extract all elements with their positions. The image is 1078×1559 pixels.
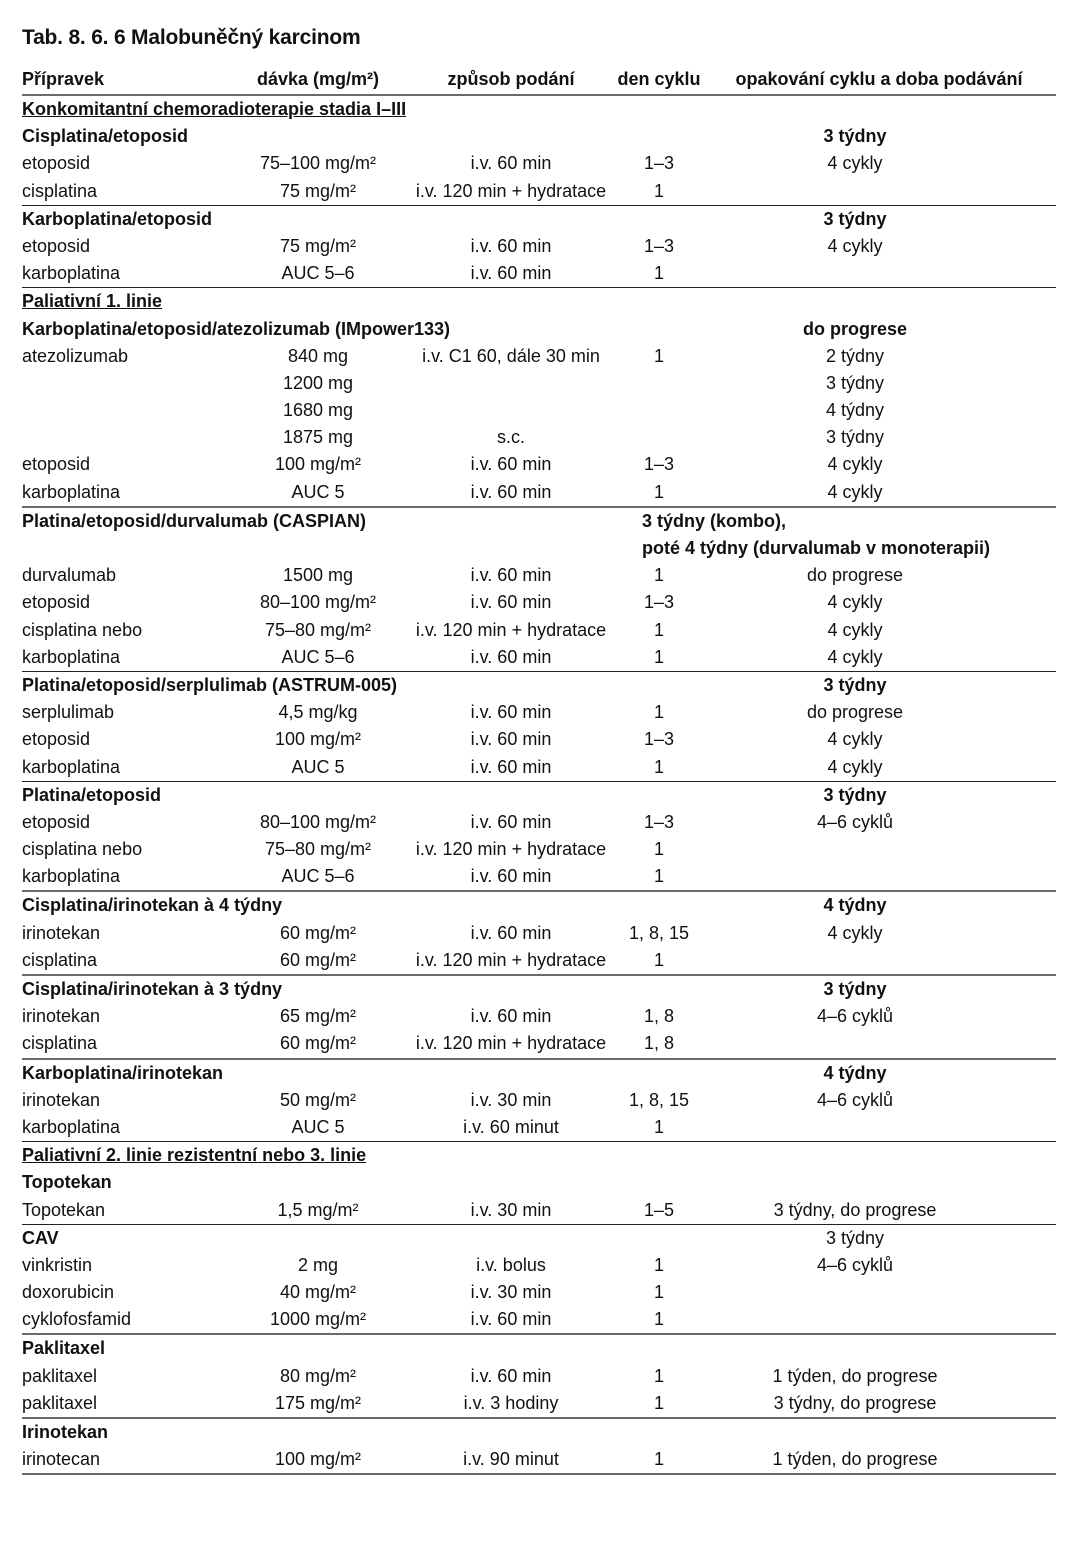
regimen-header-row <box>22 1169 1056 1196</box>
route: i.v. 60 min <box>470 153 552 174</box>
regimen-header-row <box>22 506 1056 535</box>
dose: 1000 mg/m² <box>269 1309 367 1330</box>
table-row <box>22 617 1056 644</box>
drug-name: etoposid <box>22 235 91 256</box>
drug-name: paklitaxel <box>22 1365 98 1386</box>
regimen-name: Platina/etoposid/serplulimab (ASTRUM-005) <box>22 674 398 695</box>
table-row <box>22 809 1056 836</box>
dose: 60 mg/m² <box>279 1033 357 1054</box>
cycle-day: 1–3 <box>643 454 675 475</box>
table-row <box>22 920 1056 947</box>
regimen-repeat: do progrese <box>802 318 908 339</box>
drug-name: cisplatina <box>22 949 98 970</box>
repeat: 4 cykly <box>827 729 883 750</box>
cycle-day: 1 <box>653 702 664 723</box>
dose: 840 mg <box>287 345 349 366</box>
table-row <box>22 178 1056 205</box>
route: i.v. 120 min + hydratace <box>415 949 607 970</box>
repeat: 4 týdny <box>825 400 885 421</box>
section-header-row <box>22 1141 1056 1169</box>
cycle-day: 1 <box>653 565 664 586</box>
cycle-day: 1 <box>653 263 664 284</box>
route: s.c. <box>496 427 525 448</box>
drug-name: irinotecan <box>22 1449 101 1470</box>
regimen-header-row <box>22 974 1056 1003</box>
route: i.v. 120 min + hydratace <box>415 1033 607 1054</box>
table-row <box>22 562 1056 589</box>
repeat: 4 cykly <box>827 481 883 502</box>
drug-name: cisplatina nebo <box>22 619 143 640</box>
cycle-day: 1 <box>653 646 664 667</box>
cycle-day: 1 <box>653 756 664 777</box>
cycle-day: 1 <box>653 1309 664 1330</box>
dose: 80–100 mg/m² <box>259 592 377 613</box>
dose: 60 mg/m² <box>279 949 357 970</box>
table-row <box>22 260 1056 287</box>
table-row <box>22 451 1056 478</box>
table-body <box>22 96 1056 1473</box>
column-header-repeat: opakování cyklu a doba podávání <box>735 69 1023 89</box>
cycle-day: 1 <box>653 345 664 366</box>
route: i.v. 60 min <box>470 1365 552 1386</box>
route: i.v. 60 min <box>470 454 552 475</box>
drug-name: durvalumab <box>22 565 117 586</box>
drug-name: karboplatina <box>22 481 121 502</box>
table-title: Tab. 8. 6. 6 Malobuněčný karcinom <box>22 26 361 49</box>
dose: AUC 5 <box>291 756 345 777</box>
cycle-day: 1, 8, 15 <box>628 922 690 943</box>
dose: 75–100 mg/m² <box>259 153 377 174</box>
table-row <box>22 863 1056 890</box>
route: i.v. 120 min + hydratace <box>415 180 607 201</box>
dose: 75–80 mg/m² <box>264 839 372 860</box>
repeat: 2 týdny <box>825 345 885 366</box>
table-row <box>22 644 1056 671</box>
table-row <box>22 947 1056 974</box>
route: i.v. 60 min <box>470 866 552 887</box>
table-row <box>22 1003 1056 1030</box>
cycle-day: 1 <box>653 949 664 970</box>
repeat: 4–6 cyklů <box>816 811 894 832</box>
regimen-header-row <box>22 1058 1056 1087</box>
table-row <box>22 1252 1056 1279</box>
dose: AUC 5–6 <box>281 866 355 887</box>
dose: 1,5 mg/m² <box>277 1199 359 1220</box>
repeat: 4 cykly <box>827 592 883 613</box>
drug-name: paklitaxel <box>22 1392 98 1413</box>
dose: AUC 5 <box>291 1116 345 1137</box>
regimen-repeat: 3 týdny <box>823 674 887 695</box>
regimen-repeat: 4 týdny <box>823 895 887 916</box>
table-row <box>22 479 1056 506</box>
regimen-header-row <box>22 781 1056 809</box>
regimen-name: Cisplatina/etoposid <box>22 126 189 147</box>
section-title: Konkomitantní chemoradioterapie stadia I–III <box>22 99 407 119</box>
route: i.v. 60 min <box>470 565 552 586</box>
route: i.v. 60 min <box>470 1309 552 1330</box>
drug-name: cisplatina <box>22 180 98 201</box>
drug-name: etoposid <box>22 153 91 174</box>
regimen-table <box>22 64 1056 1475</box>
section-header-row <box>22 96 1056 123</box>
table-row <box>22 1087 1056 1114</box>
regimen-repeat: 3 týdny (kombo), <box>642 510 787 531</box>
regimen-name: Paklitaxel <box>22 1338 106 1359</box>
route: i.v. 3 hodiny <box>463 1392 559 1413</box>
dose: AUC 5–6 <box>281 263 355 284</box>
regimen-header-row <box>22 1224 1056 1252</box>
repeat: 3 týdny, do progrese <box>773 1199 937 1220</box>
route: i.v. 60 min <box>470 729 552 750</box>
cycle-day: 1–3 <box>643 811 675 832</box>
regimen-header-row <box>22 316 1056 343</box>
table-row <box>22 1114 1056 1141</box>
repeat: do progrese <box>806 565 904 586</box>
column-header-dose: dávka (mg/m²) <box>256 69 380 89</box>
repeat: 1 týden, do progrese <box>772 1365 938 1386</box>
dose: 4,5 mg/kg <box>278 702 358 723</box>
table-row <box>22 1279 1056 1306</box>
dose: 175 mg/m² <box>274 1392 362 1413</box>
cycle-day: 1 <box>653 1392 664 1413</box>
dose: 40 mg/m² <box>279 1282 357 1303</box>
regimen-repeat: 3 týdny <box>823 208 887 229</box>
route: i.v. 60 min <box>470 235 552 256</box>
cycle-day: 1 <box>653 619 664 640</box>
table-row <box>22 1030 1056 1057</box>
column-header-day: den cyklu <box>617 69 701 89</box>
route: i.v. 60 min <box>470 646 552 667</box>
repeat: 4 cykly <box>827 153 883 174</box>
regimen-name: Karboplatina/etoposid <box>22 208 213 229</box>
route: i.v. 60 min <box>470 922 552 943</box>
cycle-day: 1 <box>653 1449 664 1470</box>
drug-name: karboplatina <box>22 1116 121 1137</box>
repeat: 4 cykly <box>827 619 883 640</box>
table-row <box>22 1363 1056 1390</box>
table-row <box>22 343 1056 370</box>
regimen-header-row <box>22 1333 1056 1362</box>
route: i.v. 90 minut <box>463 1449 559 1470</box>
cycle-day: 1–3 <box>643 592 675 613</box>
regimen-name: Platina/etoposid/durvalumab (CASPIAN) <box>22 510 367 531</box>
dose: 100 mg/m² <box>274 454 362 475</box>
route: i.v. 120 min + hydratace <box>415 839 607 860</box>
regimen-name: Topotekan <box>22 1172 112 1193</box>
dose: 100 mg/m² <box>274 1449 362 1470</box>
route: i.v. 60 minut <box>463 1116 559 1137</box>
dose: 80 mg/m² <box>279 1365 357 1386</box>
dose: 1500 mg <box>282 565 354 586</box>
table-row <box>22 397 1056 424</box>
column-header-drug: Přípravek <box>22 69 105 89</box>
cycle-day: 1 <box>653 1116 664 1137</box>
repeat: 4 cykly <box>827 646 883 667</box>
cycle-day: 1–3 <box>643 729 675 750</box>
repeat: 4–6 cyklů <box>816 1006 894 1027</box>
table-row <box>22 233 1056 260</box>
repeat: do progrese <box>806 702 904 723</box>
regimen-header-row <box>22 123 1056 150</box>
drug-name: irinotekan <box>22 1006 101 1027</box>
table-row <box>22 1390 1056 1417</box>
route: i.v. 60 min <box>470 702 552 723</box>
route: i.v. 60 min <box>470 263 552 284</box>
repeat: 4 cykly <box>827 756 883 777</box>
table-row <box>22 1306 1056 1333</box>
drug-name: karboplatina <box>22 756 121 777</box>
cycle-day: 1, 8, 15 <box>628 1089 690 1110</box>
cycle-day: 1 <box>653 1282 664 1303</box>
regimen-name: Karboplatina/irinotekan <box>22 1062 224 1083</box>
repeat: 4 cykly <box>827 454 883 475</box>
regimen-name: Platina/etoposid <box>22 784 162 805</box>
dose: AUC 5 <box>291 481 345 502</box>
cycle-day: 1 <box>653 839 664 860</box>
dose: 75–80 mg/m² <box>264 619 372 640</box>
section-title: Paliativní 2. linie rezistentní nebo 3. linie <box>22 1145 367 1166</box>
regimen-name: Karboplatina/etoposid/atezolizumab (IMpower133) <box>22 318 451 339</box>
drug-name: irinotekan <box>22 1089 101 1110</box>
repeat: 3 týdny <box>825 372 885 393</box>
route: i.v. 120 min + hydratace <box>415 619 607 640</box>
table-row <box>22 754 1056 781</box>
drug-name: karboplatina <box>22 646 121 667</box>
drug-name: karboplatina <box>22 263 121 284</box>
route: i.v. 60 min <box>470 481 552 502</box>
drug-name: atezolizumab <box>22 345 129 366</box>
table-row <box>22 1446 1056 1473</box>
cycle-day: 1–5 <box>643 1199 675 1220</box>
regimen-header-row <box>22 671 1056 699</box>
route: i.v. bolus <box>476 1254 546 1275</box>
regimen-name: Cisplatina/irinotekan à 3 týdny <box>22 979 283 999</box>
column-header-route: způsob podání <box>447 69 575 89</box>
cycle-day: 1 <box>653 1365 664 1386</box>
regimen-header-row <box>22 205 1056 233</box>
table-row <box>22 699 1056 726</box>
drug-name: etoposid <box>22 592 91 613</box>
regimen-name: Cisplatina/irinotekan à 4 týdny <box>22 895 283 916</box>
table-row <box>22 589 1056 616</box>
repeat: 4–6 cyklů <box>816 1254 894 1275</box>
regimen-header-row <box>22 890 1056 919</box>
repeat: 3 týdny, do progrese <box>773 1392 937 1413</box>
cycle-day: 1 <box>653 866 664 887</box>
cycle-day: 1–3 <box>643 153 675 174</box>
regimen-name: CAV <box>22 1227 59 1248</box>
route: i.v. 60 min <box>470 811 552 832</box>
drug-name: etoposid <box>22 729 91 750</box>
table-row <box>22 726 1056 753</box>
dose: 80–100 mg/m² <box>259 811 377 832</box>
dose: 1875 mg <box>282 427 354 448</box>
cycle-day: 1 <box>653 180 664 201</box>
table-bottom-rule <box>22 1473 1056 1475</box>
regimen-repeat: 4 týdny <box>823 1062 887 1083</box>
dose: 1680 mg <box>282 400 354 421</box>
repeat: 1 týden, do progrese <box>772 1449 938 1470</box>
drug-name: Topotekan <box>22 1199 106 1220</box>
regimen-repeat: 3 týdny <box>825 1227 885 1248</box>
dose: 50 mg/m² <box>279 1089 357 1110</box>
dose: 2 mg <box>297 1254 339 1275</box>
route: i.v. 60 min <box>470 756 552 777</box>
route: i.v. 30 min <box>470 1199 552 1220</box>
table-row <box>22 424 1056 451</box>
table-row <box>22 370 1056 397</box>
repeat: 4–6 cyklů <box>816 1089 894 1110</box>
route: i.v. 60 min <box>470 1006 552 1027</box>
cycle-day: 1, 8 <box>643 1033 675 1054</box>
regimen-name: Irinotekan <box>22 1422 109 1442</box>
dose: 1200 mg <box>282 372 354 393</box>
regimen-repeat: 3 týdny <box>823 979 887 999</box>
repeat: 4 cykly <box>827 235 883 256</box>
drug-name: irinotekan <box>22 922 101 943</box>
dose: 75 mg/m² <box>279 235 357 256</box>
table-row <box>22 836 1056 863</box>
table-row <box>22 1197 1056 1224</box>
route: i.v. 60 min <box>470 592 552 613</box>
table-row <box>22 150 1056 177</box>
section-header-row <box>22 287 1056 315</box>
cycle-day: 1–3 <box>643 235 675 256</box>
drug-name: karboplatina <box>22 866 121 887</box>
route: i.v. 30 min <box>470 1282 552 1303</box>
table-header-row <box>22 64 1056 96</box>
cycle-day: 1 <box>653 1254 664 1275</box>
repeat: 4 cykly <box>827 922 883 943</box>
route: i.v. C1 60, dále 30 min <box>422 345 600 366</box>
drug-name: serplulimab <box>22 702 115 723</box>
drug-name: cyklofosfamid <box>22 1309 132 1330</box>
drug-name: etoposid <box>22 454 91 475</box>
section-title: Paliativní 1. linie <box>22 291 163 312</box>
regimen-note-row <box>22 535 1056 562</box>
drug-name: etoposid <box>22 811 91 832</box>
cycle-day: 1 <box>653 481 664 502</box>
repeat: 3 týdny <box>825 427 885 448</box>
route: i.v. 30 min <box>470 1089 552 1110</box>
regimen-repeat-note: poté 4 týdny (durvalumab v monoterapii) <box>642 538 991 558</box>
dose: AUC 5–6 <box>281 646 355 667</box>
cycle-day: 1, 8 <box>643 1006 675 1027</box>
drug-name: cisplatina <box>22 1033 98 1054</box>
drug-name: doxorubicin <box>22 1282 115 1303</box>
drug-name: cisplatina nebo <box>22 839 143 860</box>
dose: 100 mg/m² <box>274 729 362 750</box>
drug-name: vinkristin <box>22 1254 93 1275</box>
regimen-header-row <box>22 1417 1056 1446</box>
regimen-repeat: 3 týdny <box>823 126 887 147</box>
regimen-repeat: 3 týdny <box>823 784 887 805</box>
dose: 65 mg/m² <box>279 1006 357 1027</box>
dose: 60 mg/m² <box>279 922 357 943</box>
dose: 75 mg/m² <box>279 180 357 201</box>
